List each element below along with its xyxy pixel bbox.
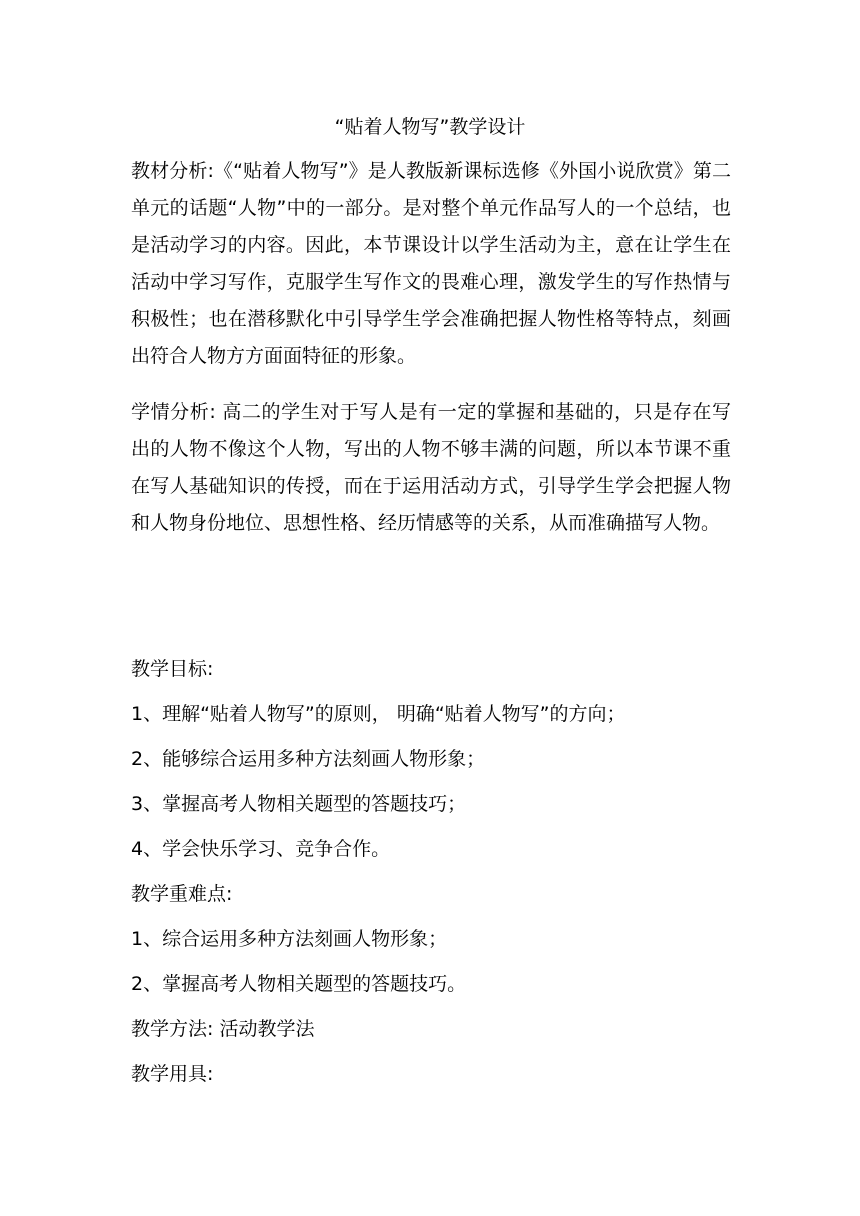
teaching-method: 教学方法: 活动教学法 (131, 1018, 315, 1040)
document-title: “贴着人物写”教学设计 (334, 116, 526, 138)
key-points-heading: 教学重难点: (131, 883, 233, 905)
objective-item: 4、学会快乐学习、竞争合作。 (131, 838, 391, 860)
material-analysis-paragraph: 教材分析:《“贴着人物写”》是人教版新课标选修《外国小说欣赏》第二单元的话题“人物”中的一部分。是对整个单元作品写人的一个总结，也是活动学习的内容。因此，本节课设计以学生活动为主，意在让学生在活动中学习写作，克服学生写作文的畏难心理，激发学生的写作热情与积极性；也在潜移默化中引导学生学会准确把握人物性格等特点，刻画出符合人物方方面面特征的形象。 (131, 160, 731, 367)
teaching-tools: 教学用具: (131, 1063, 214, 1085)
learning-analysis-paragraph: 学情分析: 高二的学生对于写人是有一定的掌握和基础的，只是存在写出的人物不像这个人物，写出的人物不够丰满的问题，所以本节课不重在写人基础知识的传授，而在于运用活动方式，引导学生学会把握人物和人物身份地位、思想性格、经历情感等的关系，从而准确描写人物。 (131, 401, 731, 534)
objective-item: 2、能够综合运用多种方法刻画人物形象； (131, 748, 486, 770)
objective-item: 1、理解“贴着人物写”的原则， 明确“贴着人物写”的方向； (131, 703, 626, 725)
key-point-item: 1、综合运用多种方法刻画人物形象； (131, 928, 448, 950)
objective-item: 3、掌握高考人物相关题型的答题技巧； (131, 793, 467, 815)
objectives-heading: 教学目标: (131, 658, 214, 680)
key-point-item: 2、掌握高考人物相关题型的答题技巧。 (131, 973, 467, 995)
